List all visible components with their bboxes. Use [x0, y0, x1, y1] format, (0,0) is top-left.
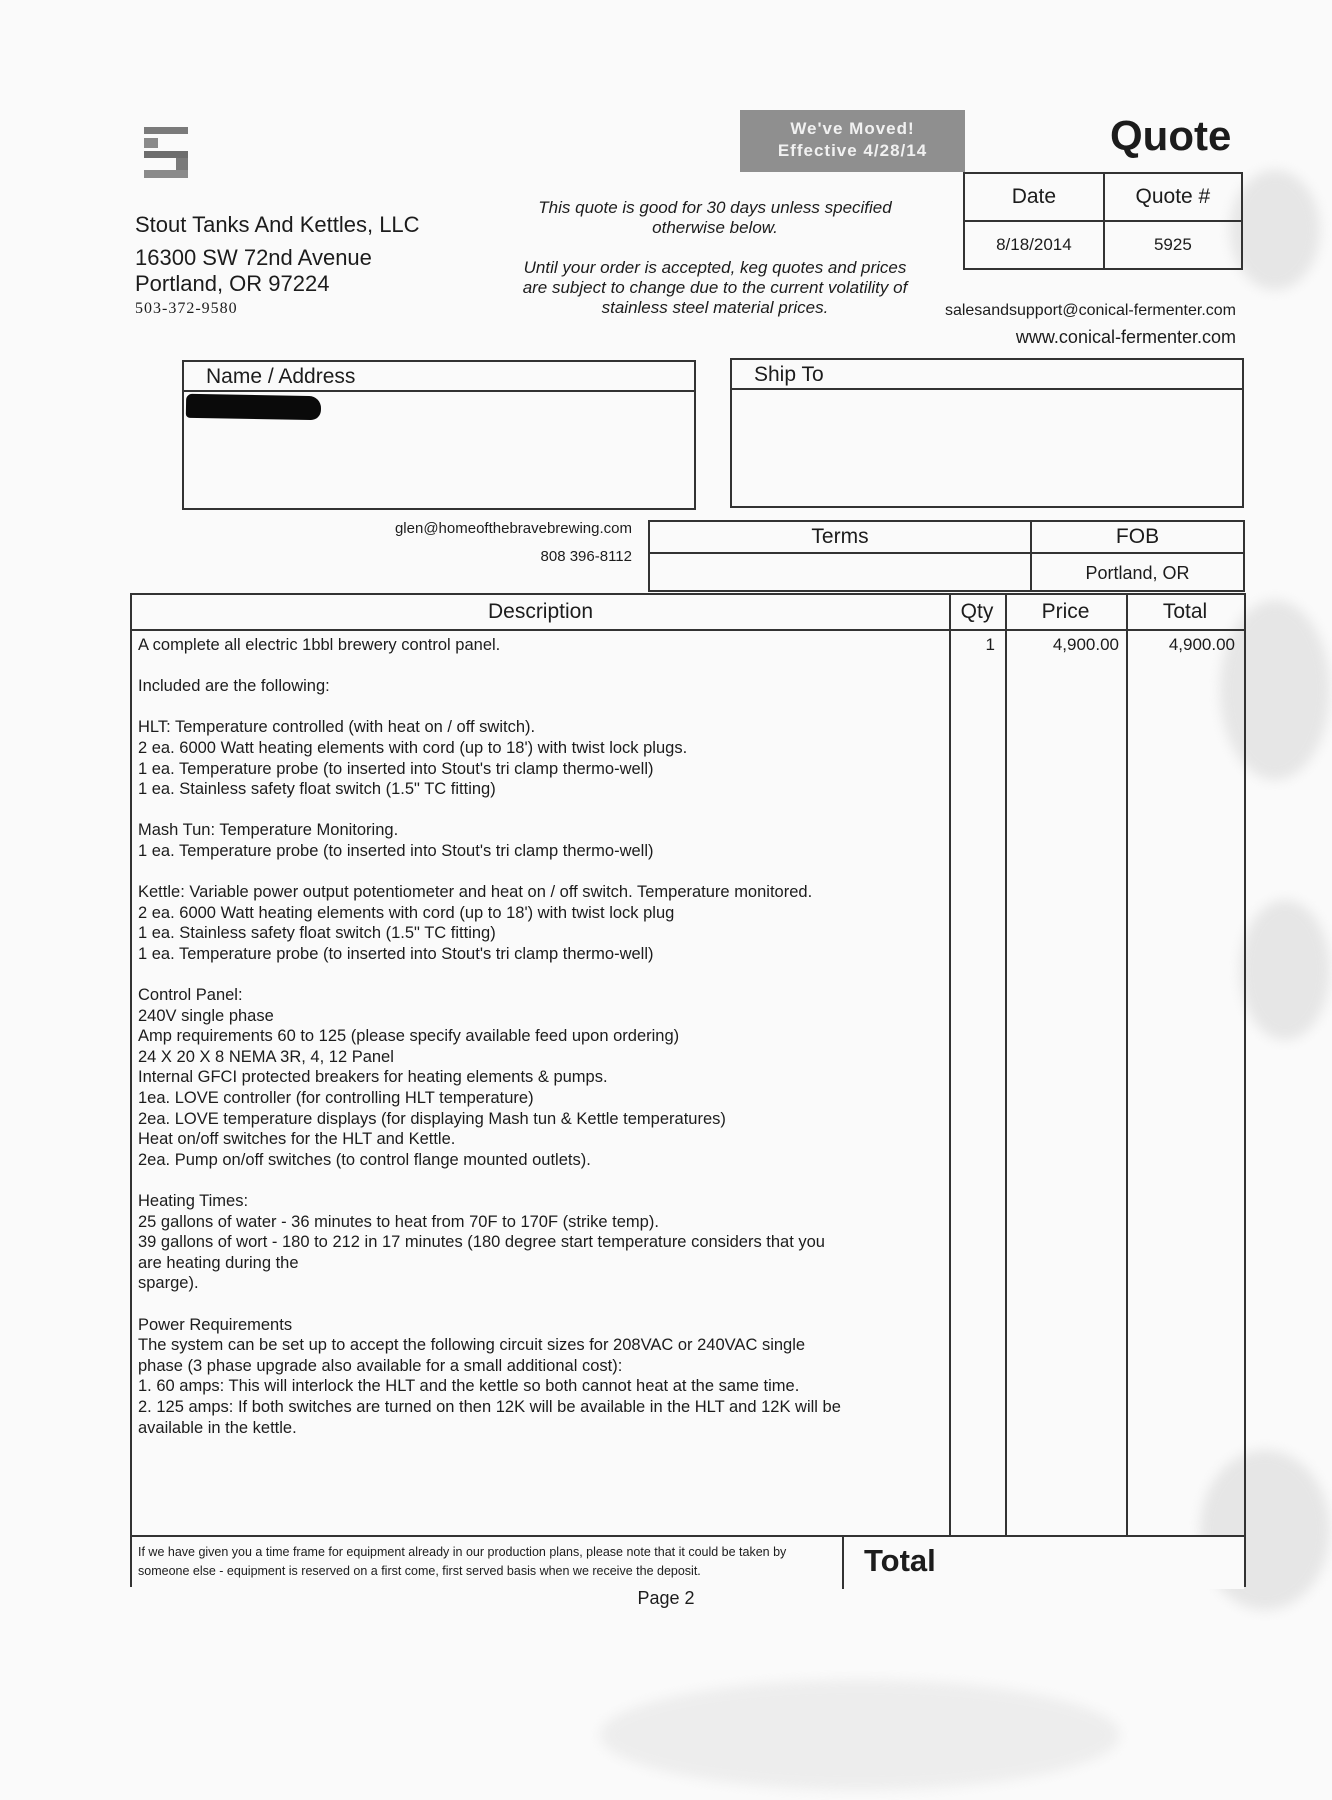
- description-line: [138, 1294, 958, 1315]
- redaction-mark: [186, 394, 321, 420]
- description-line: sparge).: [138, 1274, 199, 1293]
- item-price: 4,900.00: [1052, 635, 1119, 654]
- pricing-note: Until your order is accepted, keg quotes and prices are subject to change due to the current volatility of stainless steel material prices.: [522, 258, 908, 317]
- validity-note: This quote is good for 30 days unless specified otherwise below.: [538, 198, 892, 237]
- total-label: Total: [864, 1543, 936, 1578]
- company-street: 16300 SW 72nd Avenue: [135, 245, 372, 270]
- header-qty: Qty: [960, 600, 994, 623]
- header-price: Price: [1041, 600, 1090, 623]
- fob-label: FOB: [1115, 525, 1160, 548]
- description-line: 1ea. LOVE controller (for controlling HLT temperature): [138, 1089, 534, 1108]
- seller-email: salesandsupport@conical-fermenter.com: [944, 302, 1236, 319]
- ship-to-box: [730, 358, 1244, 508]
- company-block: [135, 212, 420, 297]
- description-line: 2 ea. 6000 Watt heating elements with cord (up to 18') with twist lock plug: [138, 903, 675, 922]
- description-line: are heating during the: [138, 1253, 299, 1272]
- ship-to-label: Ship To: [732, 360, 1242, 390]
- header-description: Description: [487, 600, 594, 623]
- description-line: [138, 862, 958, 883]
- description-line: 1 ea. Temperature probe (to inserted into Stout's tri clamp thermo-well): [138, 841, 654, 860]
- customer-contact: [300, 515, 632, 571]
- description-line: HLT: Temperature controlled (with heat on / off switch).: [138, 718, 536, 737]
- description-line: phase (3 phase upgrade also available for a small additional cost):: [138, 1356, 623, 1375]
- table-footer: [132, 1535, 1244, 1589]
- description-line: 39 gallons of wort - 180 to 212 in 17 minutes (180 degree start temperature considers that you: [138, 1233, 825, 1252]
- date-label: Date: [964, 173, 1104, 221]
- moved-line-1: We've Moved!: [790, 119, 915, 138]
- item-qty: 1: [985, 635, 995, 654]
- fob-value: Portland, OR: [1085, 563, 1190, 583]
- customer-phone: 808 396-8112: [540, 548, 632, 565]
- seller-website: www.conical-fermenter.com: [1015, 327, 1236, 347]
- quote-notes: [515, 198, 915, 338]
- moved-banner: [740, 110, 965, 172]
- header-total: Total: [1162, 600, 1208, 623]
- description-line: 1 ea. Stainless safety float switch (1.5" TC fitting): [138, 780, 496, 799]
- terms-value: [650, 554, 1032, 592]
- description-line: Power Requirements: [138, 1315, 293, 1334]
- description-line: Heating Times:: [138, 1192, 249, 1211]
- item-description: [138, 635, 958, 1438]
- page-number: Page 2: [637, 1588, 695, 1608]
- description-line: 2 ea. 6000 Watt heating elements with cord (up to 18') with twist lock plugs.: [138, 738, 688, 757]
- description-line: 2ea. Pump on/off switches (to control flange mounted outlets).: [138, 1150, 591, 1169]
- description-line: 1. 60 amps: This will interlock the HLT and the kettle so both cannot heat at the same time.: [138, 1377, 800, 1396]
- name-address-label: Name / Address: [184, 362, 694, 392]
- description-line: Internal GFCI protected breakers for heating elements & pumps.: [138, 1068, 608, 1087]
- quote-number-value: 5925: [1104, 221, 1242, 269]
- description-line: Mash Tun: Temperature Monitoring.: [138, 821, 399, 840]
- company-city: Portland, OR 97224: [135, 271, 330, 296]
- terms-fob-box: [648, 520, 1245, 592]
- company-name: Stout Tanks And Kettles, LLC: [135, 212, 420, 237]
- description-line: A complete all electric 1bbl brewery control panel.: [138, 636, 501, 654]
- description-line: [138, 697, 958, 718]
- quote-number-label: Quote #: [1104, 173, 1242, 221]
- date-quote-box: [963, 172, 1243, 270]
- terms-label: Terms: [650, 522, 1032, 552]
- description-line: Included are the following:: [138, 677, 330, 696]
- company-phone: 503-372-9580: [135, 300, 238, 317]
- description-line: [138, 800, 958, 821]
- line-items-table: [130, 593, 1246, 1587]
- document-title: Quote: [1110, 112, 1232, 159]
- description-line: 2. 125 amps: If both switches are turned on then 12K will be available in the HLT and 12K will be: [138, 1397, 841, 1416]
- description-line: 1 ea. Temperature probe (to inserted into Stout's tri clamp thermo-well): [138, 944, 654, 963]
- description-line: The system can be set up to accept the following circuit sizes for 208VAC or 240VAC single: [138, 1336, 806, 1355]
- description-line: Amp requirements 60 to 125 (please specify available feed upon ordering): [138, 1027, 680, 1046]
- description-line: 240V single phase: [138, 1006, 274, 1025]
- reservation-note: If we have given you a time frame for equipment already in our production plans, please note that it could be taken by someone else - equipment is reserved on a first come, first served basis when we receive the deposit.: [138, 1545, 787, 1578]
- description-line: Heat on/off switches for the HLT and Kettle.: [138, 1130, 456, 1149]
- customer-email: glen@homeofthebravebrewing.com: [394, 520, 632, 537]
- seller-contact: [945, 298, 1236, 350]
- description-line: 24 X 20 X 8 NEMA 3R, 4, 12 Panel: [138, 1047, 394, 1066]
- description-line: 2ea. LOVE temperature displays (for displaying Mash tun & Kettle temperatures): [138, 1109, 726, 1128]
- description-line: [138, 965, 958, 986]
- description-line: Kettle: Variable power output potentiometer and heat on / off switch. Temperature monitored.: [138, 883, 813, 902]
- description-line: 1 ea. Stainless safety float switch (1.5" TC fitting): [138, 924, 496, 943]
- description-line: available in the kettle.: [138, 1418, 297, 1437]
- date-value: 8/18/2014: [964, 221, 1104, 269]
- description-line: [138, 656, 958, 677]
- description-line: [138, 1170, 958, 1191]
- moved-line-2: Effective 4/28/14: [777, 141, 928, 160]
- name-address-box: [182, 360, 696, 510]
- item-total: 4,900.00: [1168, 635, 1235, 654]
- description-line: Control Panel:: [138, 986, 243, 1005]
- description-line: 25 gallons of water - 36 minutes to heat from 70F to 170F (strike temp).: [138, 1212, 659, 1231]
- company-logo-icon: [140, 125, 196, 183]
- description-line: 1 ea. Temperature probe (to inserted into Stout's tri clamp thermo-well): [138, 759, 654, 778]
